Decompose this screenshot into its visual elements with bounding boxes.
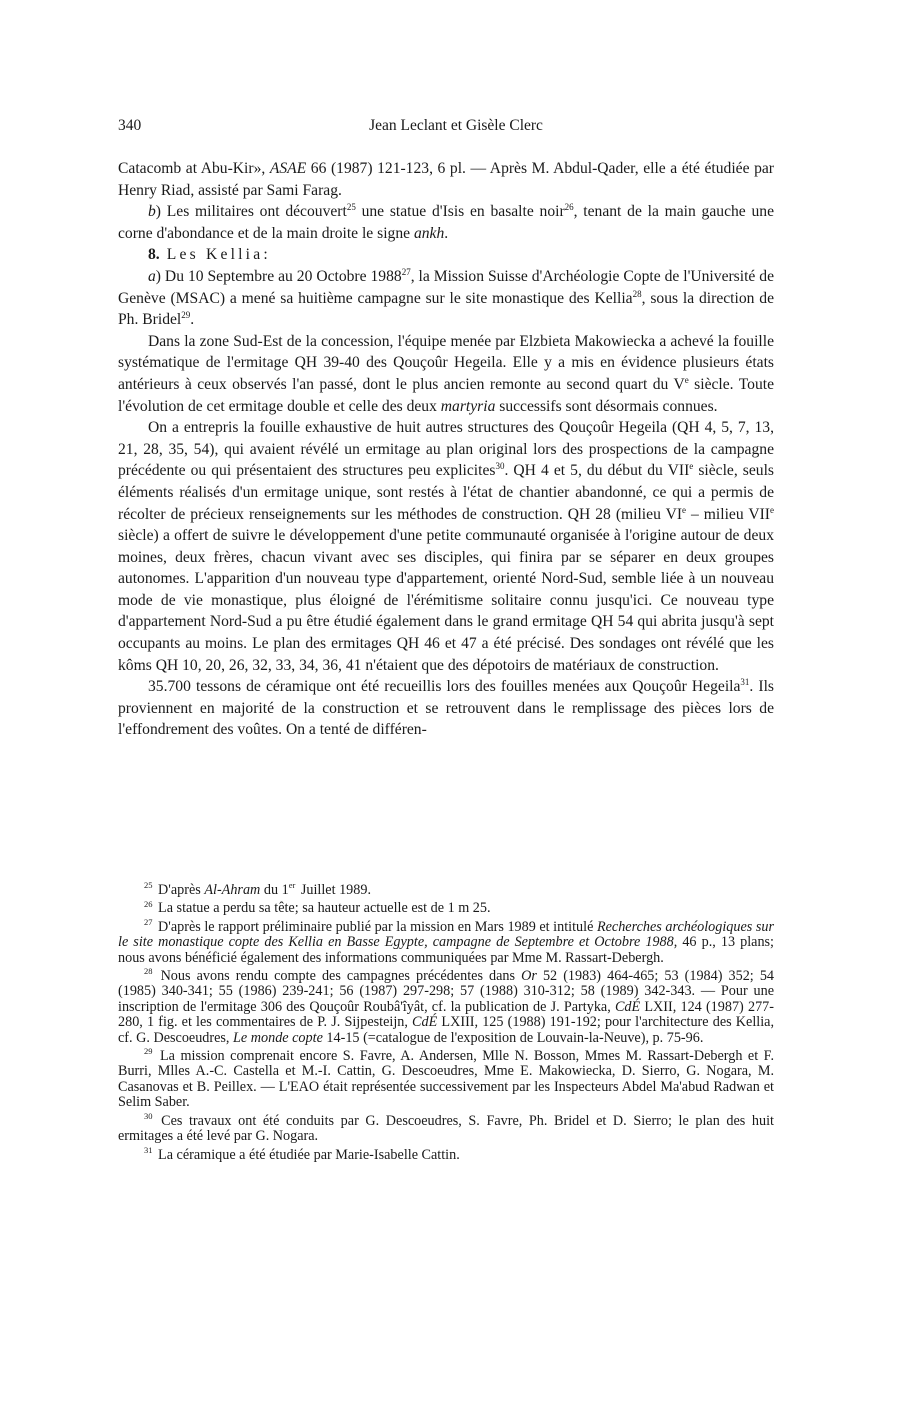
paragraph-abu-kir: Catacomb at Abu-Kir», ASAE 66 (1987) 121-123, 6 pl. — Après M. Abdul-Qader, elle a été étudiée par Henry Riad, assisté par Sami Farag. xyxy=(118,160,775,199)
footnote-ref-29: 29 xyxy=(181,309,191,320)
section-number: 8. xyxy=(148,246,160,264)
footnote-26: $^{26}$ La statue a perdu sa tête; sa hauteur actuelle est de 1 m 25. xyxy=(144,898,491,917)
footnote-28: $^{28}$ Nous avons rendu compte des campagnes précédentes dans Or 52 (1983) 464-465; 53 (1984) 352; 54 (1985) 340-341; 55 (1986) 239-241; 56 (1987) 297-298; 57 (1988) 310-312; 58 (1989) 342-343. — Pour une inscription de l'ermitage 306 des Qouçoûr Roubâ'îyât, cf. la publication de J. Partyka, CdÉ LXII, 124 (1987) 277-280, 1 fig. et les commentaires de P. J. Sijpesteijn, CdÉ LXIII, 125 (1988) 191-192; pour l'architecture des Kellia, cf. G. Descoeudres, Le monde copte 14-15 (=catalogue de l'exposition de Louvain-la-Neuve), p. 75-96. xyxy=(118,966,775,1046)
paragraph-ceramics: 35.700 tessons de céramique ont été recueillis lors des fouilles menées aux Qouçoûr Hegeila$^{31}$. Ils proviennent en majorité de la construction et se retrouvent dans le remplissage des pièces lors de l'effondrement des voûtes. On a tenté de différen- xyxy=(118,677,774,739)
paragraph-msac-campaign: a) Du 10 Septembre au 20 Octobre 1988$^{27}$, la Mission Suisse d'Archéologie Copte de l'Université de Genève (MSAC) a mené sa huitième campagne sur le site monastique des Kellia$^{28}$, sous la direction de Ph. Bridel$^{29}$. xyxy=(118,266,774,329)
footnote-ref-30: 30 xyxy=(495,461,505,472)
footnote-31: $^{31}$ La céramique a été étudiée par Marie-Isabelle Cattin. xyxy=(144,1144,460,1163)
footnote-ref-28: 28 xyxy=(632,288,642,299)
footnotes xyxy=(118,880,775,1166)
section-title: Les Kellia: xyxy=(159,246,271,264)
paragraph-exhaustive-excavation: On a entrepris la fouille exhaustive de huit autres structures des Qouçoûr Hegeila (QH 4, 5, 7, 13, 21, 28, 35, 54), qui avaient révélé un ermitage au plan original lors des prospections de la campagne précédente ou qui présentaient des structures peu explicites$^{30}$. QH 4 et 5, du début du VIIe siècle, seuls éléments réalisés d'un ermitage unique, sont restés à l'état de chantier abandonné, ce qui a permis de récolter de précieux renseignements sur les méthodes de construction. QH 28 (milieu VIe – milieu VIIe siècle) a offert de suivre le développement d'une petite communauté organisée à l'origine autour de deux moines, deux frères, chacun vivant avec ses disciples, qui finira par se séparer en deux groupes autonomes. L'apparition d'un nouveau type d'appartement, orienté Nord-Sud, semble liée à un nouveau mode de vie monastique, plus éloigné de l'érémitisme solitaire connu jusqu'ici. Ce nouveau type d'appartement Nord-Sud a pu être étudié également dans le grand ermitage QH 54 qui abrita jusqu'à sept occupants au moins. Le plan des ermitages QH 46 et 47 a été précisé. Des sondages ont révélé que les kôms QH 10, 20, 26, 32, 33, 34, 36, 41 n'étaient que des dépotoirs de matériaux de construction. xyxy=(118,419,774,674)
footnote-29: $^{29}$ La mission comprenait encore S. Favre, A. Andersen, Mlle N. Bosson, Mmes M. Rassart-Debergh et F. Burri, Mlles A.-C. Castella et M.-I. Cattin, G. Descoeudres, Mme E. Makowiecka, D. Sierro, G. Nogara, M. Casanovas et B. Peillex. — L'EAO était représentée successivement par les Inspecteurs Abdel Ma'abud Radwan et Selim Saber. xyxy=(118,1046,774,1111)
footnote-ref-31: 31 xyxy=(740,677,750,688)
footnote-27: $^{27}$ D'après le rapport préliminaire publié par la mission en Mars 1989 et intitulé Recherches archéologiques sur le site monastique copte des Kellia en Basse Egypte, campagne de Septembre et Octobre 1988, 46 p., 13 plans; nous avons bénéficié également des informations communiquées par Mme M. Rassart-Debergh. xyxy=(118,917,774,966)
footnote-30: $^{30}$ Ces travaux ont été conduits par G. Descoeudres, S. Favre, Ph. Bridel et D. Sierro; le plan des huit ermitages a été levé par G. Nogara. xyxy=(118,1110,774,1145)
footnote-25: $^{25}$ D'après Al-Ahram du 1er Juillet 1989. xyxy=(144,880,371,898)
page-number: 340 xyxy=(118,117,142,134)
paragraph-south-east-zone: Dans la zone Sud-Est de la concession, l'équipe menée par Elzbieta Makowiecka a achevé la fouille systématique de l'ermitage QH 39-40 des Qouçoûr Hegeila. Elle y a mis en évidence plusieurs états antérieurs à ceux observés l'an passé, dont le plus ancien remonte au second quart du Ve siècle. Toute l'évolution de cet ermitage double et celle des deux martyria successifs sont désormais connues. xyxy=(118,332,775,415)
section-heading-kellia xyxy=(118,244,774,266)
main-text xyxy=(118,158,774,741)
paragraph-isis-statue: b) Les militaires ont découvert$^{25}$ une statue d'Isis en basalte noir$^{26}$, tenant de la main gauche une corne d'abondance et de la main droite le signe ankh. xyxy=(118,202,774,242)
running-head: Jean Leclant et Gisèle Clerc xyxy=(369,117,543,134)
page-header xyxy=(118,117,774,139)
footnote-ref-26: 26 xyxy=(564,202,574,212)
footnote-ref-27: 27 xyxy=(401,266,411,277)
footnote-ref-25: 25 xyxy=(346,202,356,212)
